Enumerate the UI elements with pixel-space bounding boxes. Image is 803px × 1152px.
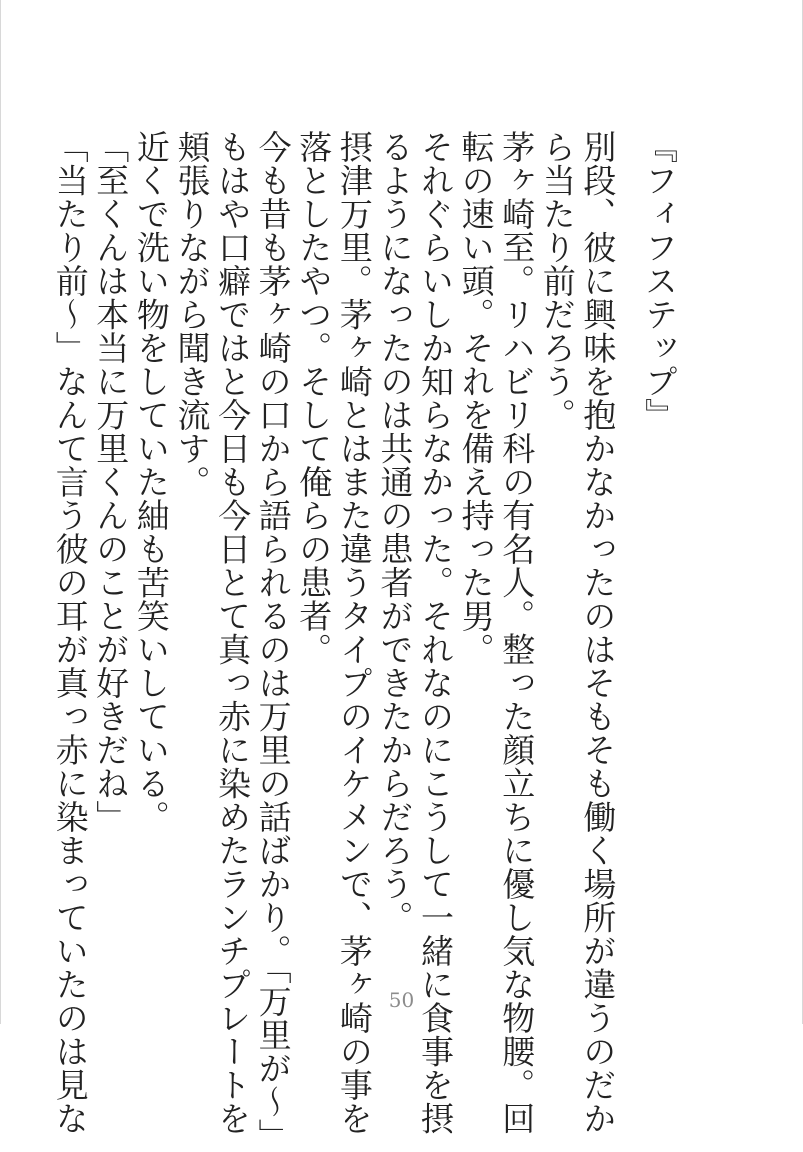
text-line: それぐらいしか知らなかった。それなのにこうして一緒に食事を摂 — [416, 130, 456, 1135]
text-line: 摂津万里。茅ヶ崎とはまた違うタイプのイケメンで、茅ヶ崎の事を — [334, 130, 374, 1135]
text-line: るようになったのは共通の患者ができたからだろう。 — [375, 130, 415, 934]
text-line: もはや口癖ではと今日も今日とて真っ赤に染めたランチプレートを — [213, 130, 253, 1135]
text-line: 茅ヶ崎至。リハビリ科の有名人。整った顔立ちに優し気な物腰。回 — [497, 130, 537, 1135]
text-line: 別段、彼に興味を抱かなかったのはそもそも働く場所が違うのだか — [578, 130, 618, 1135]
text-line: 今も昔も茅ヶ崎の口から語られるのは万里の話ばかり。「万里が〜」 — [253, 130, 293, 1152]
text-line: 「当たり前〜」なんて言う彼の耳が真っ赤に染まっていたのは見な — [50, 130, 90, 1135]
text-line: 近くで洗い物をしていた紬も苦笑いしている。 — [131, 130, 171, 834]
text-line: 頬張りながら聞き流す。 — [172, 130, 212, 499]
chapter-title: 『フィフステップ』 — [640, 130, 679, 432]
page-number: 50 — [388, 988, 415, 1012]
text-line: 転の速い頭。それを備え持った男。 — [456, 130, 496, 666]
text-line: 「至くんは本当に万里くんのことが好きだね」 — [91, 130, 131, 834]
text-line: ら当たり前だろう。 — [537, 130, 577, 432]
text-line: 落としたやつ。そして俺らの患者。 — [294, 130, 334, 666]
